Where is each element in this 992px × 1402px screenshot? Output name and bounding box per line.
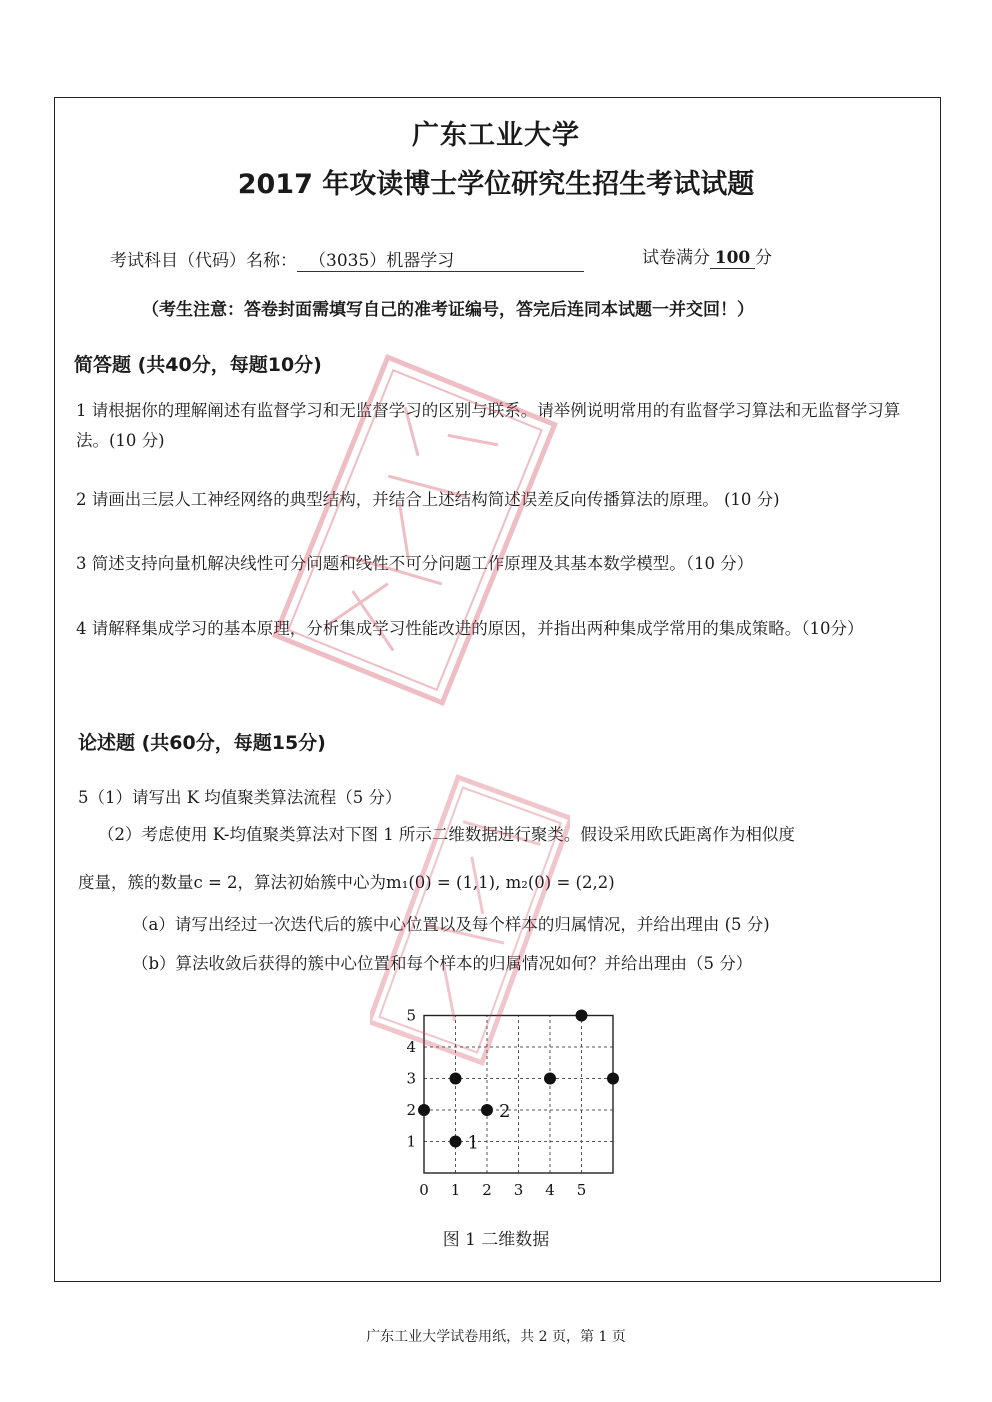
- question-5-part2-line2: 度量，簇的数量c = 2，算法初始簇中心为m₁(0) = (1,1), m₂(0) = (2,2): [78, 873, 615, 892]
- question-1: 1 请根据你的理解阐述有监督学习和无监督学习的区别与联系。请举例说明常用的有监督学习算法和无监督学习算法。(10 分): [76, 401, 901, 450]
- question-2: 2 请画出三层人工神经网络的典型结构，并结合上述结构简述误差反向传播算法的原理。 (10 分): [76, 490, 780, 509]
- question-4: 4 请解释集成学习的基本原理，分析集成学习性能改进的原因，并指出两种集成学常用的集成策略。（10分）: [76, 619, 864, 638]
- question-5-part1: 5（1）请写出 K 均值聚类算法流程（5 分）: [78, 788, 402, 807]
- y-tick-label: 1: [406, 1132, 416, 1151]
- x-tick-label: 4: [545, 1181, 555, 1199]
- question-5-part2-line1: （2）考虑使用 K-均值聚类算法对下图 1 所示二维数据进行聚类。假设采用欧氏距离作为相似度: [98, 825, 795, 844]
- x-tick-label: 2: [482, 1181, 492, 1199]
- subject-label: 考试科目（代码）名称：: [110, 251, 297, 271]
- section1-title: 简答题 (共40分，每题10分): [74, 354, 322, 376]
- section2-title: 论述题 (共60分，每题15分): [78, 732, 326, 754]
- y-tick-label: 5: [406, 1006, 416, 1025]
- data-point: [450, 1073, 462, 1085]
- full-score-value: 100: [710, 248, 755, 269]
- full-score: [642, 243, 772, 269]
- x-tick-label: 5: [576, 1181, 587, 1199]
- y-tick-label: 4: [406, 1038, 416, 1056]
- x-tick-label: 3: [513, 1181, 524, 1199]
- data-point: [418, 1104, 430, 1116]
- question-5b: （b）算法收敛后获得的簇中心位置和每个样本的归属情况如何？并给出理由（5 分）: [132, 954, 753, 973]
- x-tick-label: 1: [450, 1181, 461, 1199]
- data-point: [544, 1073, 556, 1085]
- full-score-label: 试卷满分: [642, 248, 710, 268]
- full-score-unit: 分: [755, 248, 772, 268]
- y-tick-label: 2: [406, 1101, 416, 1119]
- university-title: 广东工业大学: [412, 120, 580, 151]
- figure-caption: 图 1 二维数据: [442, 1230, 550, 1250]
- subject-value: （3035）机器学习: [297, 246, 584, 272]
- x-tick-label: 0: [419, 1181, 429, 1199]
- scatter-chart: [400, 1005, 630, 1200]
- subject-line: [110, 246, 584, 272]
- question-3: 3 简述支持向量机解决线性可分问题和线性不可分问题工作原理及其基本数学模型。（10 分）: [76, 554, 754, 573]
- question-5a: （a）请写出经过一次迭代后的簇中心位置以及每个样本的归属情况，并给出理由 (5 分): [132, 915, 770, 934]
- exam-notice: （考生注意：答卷封面需填写自己的准考证编号，答完后连同本试题一并交回！）: [142, 300, 754, 320]
- data-point: [481, 1104, 493, 1116]
- data-point: [576, 1010, 588, 1022]
- data-point: [450, 1136, 462, 1148]
- y-tick-label: 3: [406, 1069, 416, 1088]
- exam-title: 2017 年攻读博士学位研究生招生考试试题: [237, 169, 755, 200]
- point-annotation: 1: [467, 1132, 479, 1154]
- page-footer: 广东工业大学试卷用纸，共 2 页，第 1 页: [366, 1329, 626, 1345]
- data-point: [607, 1073, 619, 1085]
- point-annotation: 2: [499, 1101, 511, 1122]
